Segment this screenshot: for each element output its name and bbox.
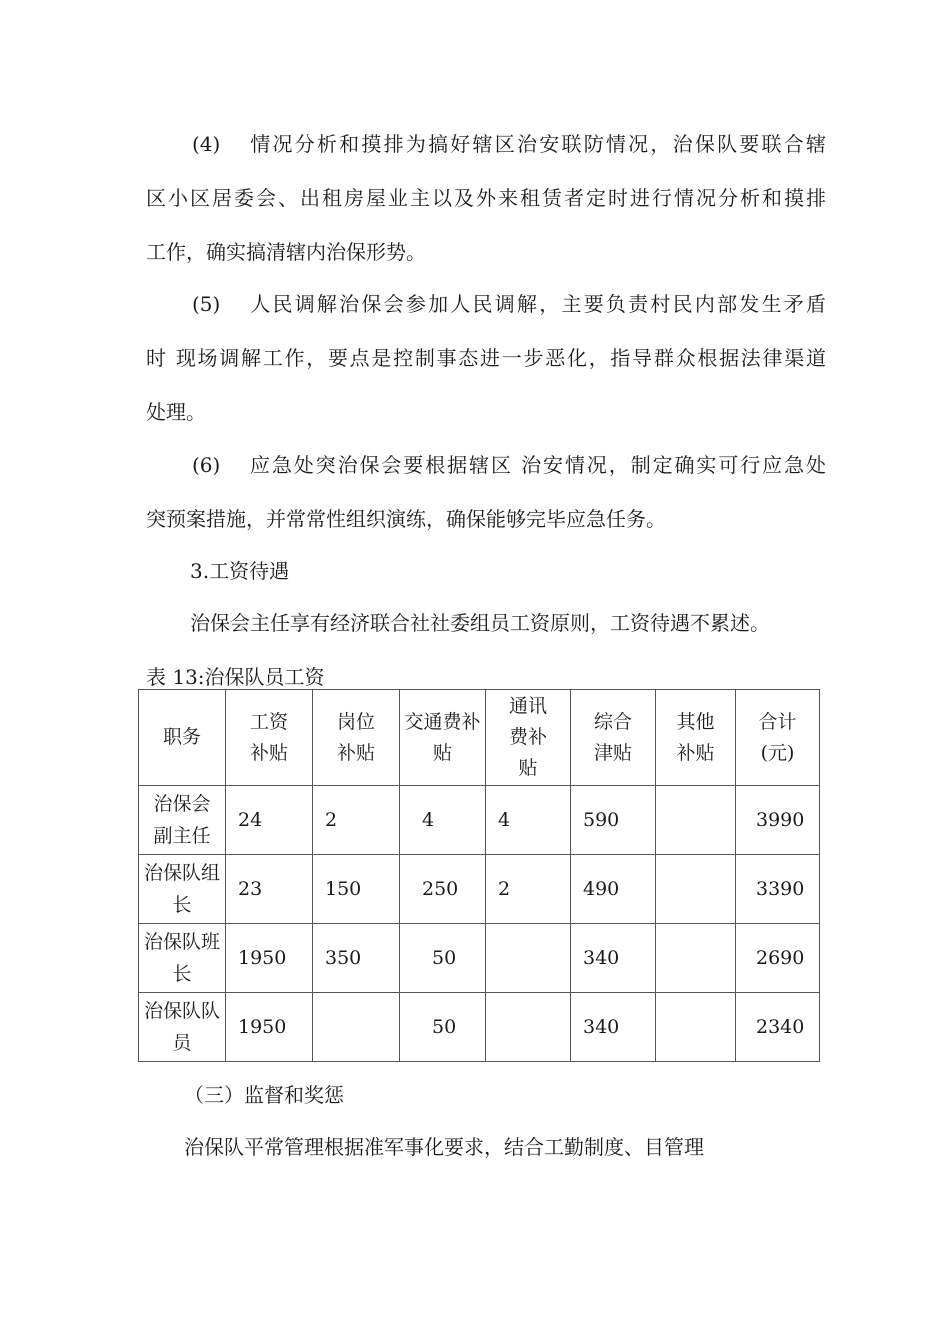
table-cell: 4	[400, 786, 486, 855]
table-cell: 3990	[736, 786, 820, 855]
item-number: (5)	[192, 292, 221, 316]
table-cell: 350	[313, 924, 400, 993]
paragraph-5-line-1: (5) 人民调解治保会参加人民调解，主要负责村民内部发生矛盾	[146, 277, 826, 331]
salary-table	[138, 689, 820, 1062]
table-row	[139, 786, 820, 855]
row-role: 治保会 副主任	[139, 786, 226, 855]
row-role: 治保队班 长	[139, 924, 226, 993]
table-cell: 250	[400, 855, 486, 924]
paragraph-5	[146, 277, 826, 439]
table-cell	[313, 993, 400, 1062]
table-cell: 2	[486, 855, 571, 924]
table-cell: 2690	[736, 924, 820, 993]
paragraph-6-line-1: (6) 应急处突治保会要根据辖区 治安情况，制定确实可行应急处	[146, 438, 826, 492]
table-cell: 340	[571, 924, 656, 993]
section-heading-supervision: （三）监督和奖惩	[184, 1083, 344, 1107]
table-cell: 23	[226, 855, 313, 924]
table-cell	[656, 924, 736, 993]
table-header-row	[139, 690, 820, 786]
header-position: 职务	[139, 690, 226, 786]
table-cell	[486, 924, 571, 993]
paragraph-4-line-2: 区小区居委会、出租房屋业主以及外来租赁者定时进行情况分析和摸排	[146, 186, 826, 210]
table-cell: 24	[226, 786, 313, 855]
table-cell: 50	[400, 924, 486, 993]
header-general-allowance: 综合 津贴	[571, 690, 656, 786]
paragraph-5-line-3: 处理。	[146, 400, 206, 424]
table-cell	[656, 993, 736, 1062]
paragraph-4	[146, 117, 826, 279]
table-cell: 1950	[226, 924, 313, 993]
table-row	[139, 855, 820, 924]
table-cell	[656, 855, 736, 924]
header-total: 合计 (元)	[736, 690, 820, 786]
header-other-subsidy: 其他 补贴	[656, 690, 736, 786]
table-caption: 表 13:治保队员工资	[146, 665, 325, 689]
section-heading-wages: 3.工资待遇	[190, 559, 290, 583]
table-cell: 590	[571, 786, 656, 855]
table-row	[139, 924, 820, 993]
table-cell: 50	[400, 993, 486, 1062]
item-number: (4)	[192, 132, 221, 156]
header-wage-subsidy: 工资 补贴	[226, 690, 313, 786]
paragraph-6-line-2: 突预案措施，并常常性组织演练，确保能够完毕应急任务。	[146, 507, 666, 531]
table-cell	[656, 786, 736, 855]
table-cell	[486, 993, 571, 1062]
table-cell: 3390	[736, 855, 820, 924]
paragraph-4-line-1: (4) 情况分析和摸排为搞好辖区治安联防情况，治保队要联合辖	[146, 117, 826, 171]
paragraph-6	[146, 438, 826, 546]
table-cell: 1950	[226, 993, 313, 1062]
table-cell: 2340	[736, 993, 820, 1062]
row-role: 治保队队 员	[139, 993, 226, 1062]
paragraph-4-line-3: 工作，确实搞清辖内治保形势。	[146, 240, 426, 264]
header-post-subsidy: 岗位 补贴	[313, 690, 400, 786]
paragraph-5-line-2: 时 现场调解工作，要点是控制事态进一步恶化，指导群众根据法律渠道	[146, 346, 826, 370]
table-cell: 490	[571, 855, 656, 924]
table-cell: 340	[571, 993, 656, 1062]
table-cell: 150	[313, 855, 400, 924]
item-number: (6)	[192, 453, 221, 477]
table-cell: 4	[486, 786, 571, 855]
header-transport-subsidy: 交通费补 贴	[400, 690, 486, 786]
table-row	[139, 993, 820, 1062]
table-cell: 2	[313, 786, 400, 855]
supervision-paragraph: 治保队平常管理根据准军事化要求，结合工勤制度、目管理	[184, 1135, 704, 1159]
header-communication-subsidy: 通讯 费补 贴	[486, 690, 571, 786]
row-role: 治保队组 长	[139, 855, 226, 924]
wages-paragraph: 治保会主任享有经济联合社社委组员工资原则，工资待遇不累述。	[190, 611, 770, 635]
